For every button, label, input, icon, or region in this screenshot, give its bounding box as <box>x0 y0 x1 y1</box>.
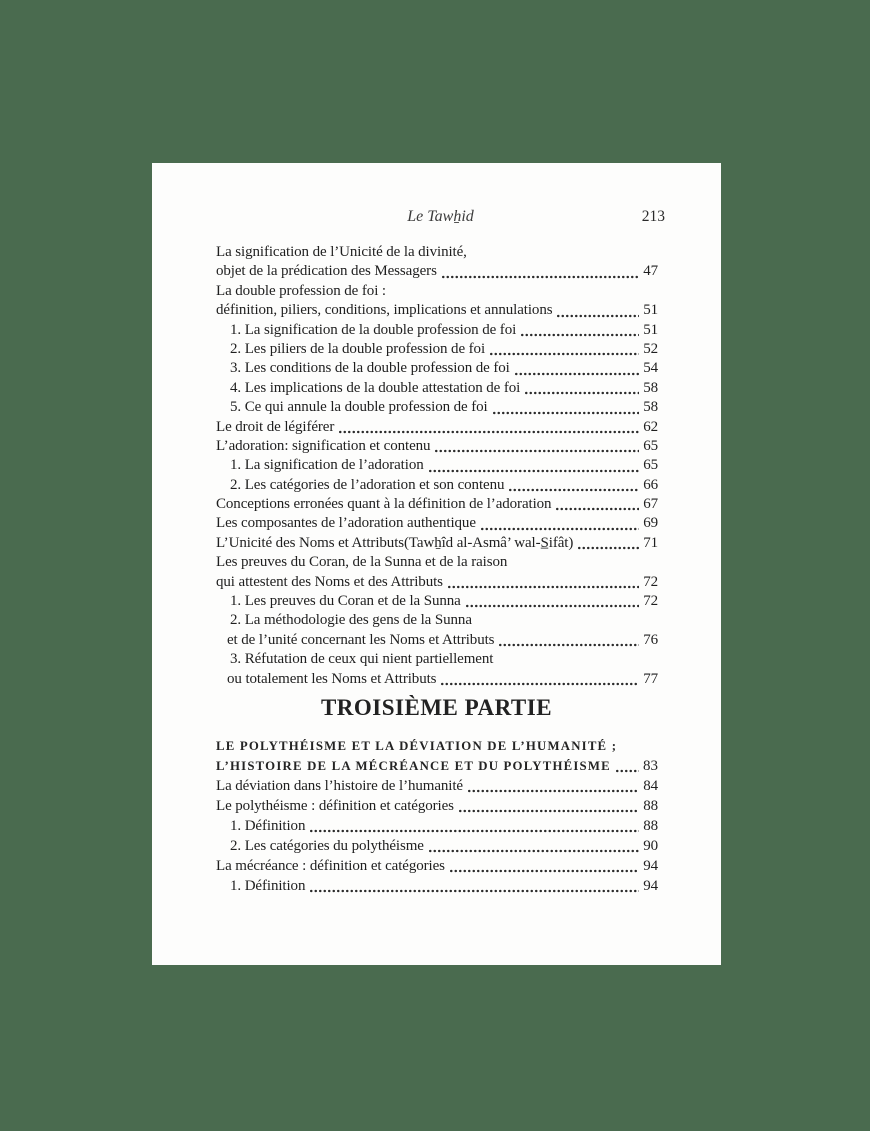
dot-leader <box>309 889 639 893</box>
toc-page-number: 58 <box>643 379 658 396</box>
toc-page-number: 52 <box>643 340 658 357</box>
toc-entry <box>216 418 658 437</box>
toc-entry <box>216 340 658 359</box>
toc-page-number: 84 <box>643 778 658 794</box>
toc-page-number: 88 <box>643 798 658 814</box>
toc-page-number: 83 <box>643 758 658 774</box>
toc-page-number: 65 <box>643 437 658 454</box>
toc-page-number: 76 <box>643 631 658 648</box>
dot-leader <box>514 372 639 376</box>
toc-entry-text: 2. Les catégories de l’adoration et son contenu <box>230 476 505 493</box>
toc-entry-text: 3. Réfutation de ceux qui nient partiellement <box>230 651 494 668</box>
toc-entry-text: La mécréance : définition et catégories <box>216 858 445 874</box>
toc-entry <box>216 573 658 592</box>
toc-entry-text: 2. Les catégories du polythéisme <box>230 838 424 854</box>
toc-section-2 <box>216 736 658 896</box>
toc-page-number: 65 <box>643 457 658 474</box>
toc-page-number: 88 <box>643 818 658 834</box>
toc-entry <box>216 359 658 378</box>
dot-leader <box>508 488 639 492</box>
dot-leader <box>338 430 639 434</box>
dot-leader <box>434 449 639 453</box>
toc-page-number: 62 <box>643 418 658 435</box>
toc-entry <box>216 836 658 856</box>
toc-page-number: 94 <box>643 858 658 874</box>
toc-page-number: 58 <box>643 399 658 416</box>
toc-entry-text: Le polythéisme : définition et catégories <box>216 798 454 814</box>
toc-page-number: 72 <box>643 573 658 590</box>
toc-page-number: 77 <box>643 670 658 687</box>
toc-entry <box>216 476 658 495</box>
toc-entry-text: Conceptions erronées quant à la définition de l’adoration <box>216 496 552 513</box>
toc-entry-text: 4. Les implications de la double attestation de foi <box>230 379 521 396</box>
toc-entry <box>216 776 658 796</box>
dot-leader <box>447 585 639 589</box>
toc-entry-text: 5. Ce qui annule la double profession de foi <box>230 399 488 416</box>
dot-leader <box>524 391 639 395</box>
toc-page-number: 94 <box>643 878 658 894</box>
toc-entry-text: 2. Les piliers de la double profession de foi <box>230 340 486 357</box>
toc-entry-text: L’Unicité des Noms et Attributs(Tawẖîd al-Asmâ’ wal-S̲ifât) <box>216 534 574 551</box>
toc-entry-text: définition, piliers, conditions, implications et annulations <box>216 302 553 319</box>
toc-entry <box>216 631 658 650</box>
toc-entry <box>216 553 658 572</box>
dot-leader <box>458 809 639 813</box>
toc-page-number: 90 <box>643 838 658 854</box>
dot-leader <box>465 604 639 608</box>
toc-page-number: 66 <box>643 476 658 493</box>
running-head-title: Le Tawẖid <box>407 208 474 225</box>
toc-entry <box>216 876 658 896</box>
toc-entry-text: qui attestent des Noms et des Attributs <box>216 573 443 590</box>
toc-entry-text: Les composantes de l’adoration authentique <box>216 515 476 532</box>
toc-entry <box>216 321 658 340</box>
dot-leader <box>440 682 639 686</box>
toc-entry-text: La signification de l’Unicité de la divinité, <box>216 243 467 260</box>
toc-page-number: 71 <box>643 534 658 551</box>
toc-entry-text: LE POLYTHÉISME ET LA DÉVIATION DE L’HUMANITÉ ; <box>216 739 618 753</box>
toc-entry <box>216 736 658 756</box>
toc-entry-text: 1. Définition <box>230 818 306 834</box>
toc-entry-text: et de l’unité concernant les Noms et Attributs <box>227 631 495 648</box>
toc-entry-text: ou totalement les Noms et Attributs <box>227 670 437 687</box>
toc-page-number: 47 <box>643 263 658 280</box>
dot-leader <box>577 546 639 550</box>
toc-entry <box>216 282 658 301</box>
toc-entry-text: 1. La signification de l’adoration <box>230 457 424 474</box>
dot-leader <box>520 333 639 337</box>
toc-entry <box>216 243 658 262</box>
toc-page-number: 51 <box>643 321 658 338</box>
toc-entry <box>216 301 658 320</box>
dot-leader <box>480 527 639 531</box>
toc-entry-text: 1. Les preuves du Coran et de la Sunna <box>230 593 461 610</box>
toc-entry-text: 1. La signification de la double profession de foi <box>230 321 517 338</box>
toc-entry <box>216 592 658 611</box>
toc-entry-text: L’HISTOIRE DE LA MÉCRÉANCE ET DU POLYTHÉISME <box>216 759 611 773</box>
page-number-folio: 213 <box>641 208 665 225</box>
toc-entry <box>216 262 658 281</box>
toc-entry-text: La double profession de foi : <box>216 282 386 299</box>
toc-entry-text: L’adoration: signification et contenu <box>216 437 431 454</box>
toc-entry-text: La déviation dans l’histoire de l’humanité <box>216 778 463 794</box>
toc-entry-text: Le droit de légiférer <box>216 418 335 435</box>
dot-leader <box>441 275 639 279</box>
dot-leader <box>428 849 639 853</box>
toc-entry <box>216 534 658 553</box>
dot-leader <box>555 507 639 511</box>
dot-leader <box>428 469 640 473</box>
toc-entry-text: objet de la prédication des Messagers <box>216 263 437 280</box>
toc-entry <box>216 514 658 533</box>
toc-entry-text: 3. Les conditions de la double profession de foi <box>230 360 510 377</box>
toc-section-1 <box>216 243 658 689</box>
toc-entry <box>216 796 658 816</box>
dot-leader <box>449 869 639 873</box>
toc-page-number: 54 <box>643 360 658 377</box>
toc-page-number: 51 <box>643 302 658 319</box>
toc-entry <box>216 650 658 669</box>
toc-entry-text: 2. La méthodologie des gens de la Sunna <box>230 612 472 629</box>
part-heading: TROISIÈME PARTIE <box>320 695 553 720</box>
book-page <box>152 163 721 965</box>
toc-entry <box>216 816 658 836</box>
toc-page-number: 72 <box>643 593 658 610</box>
dot-leader <box>498 643 639 647</box>
toc-entry <box>216 437 658 456</box>
dot-leader <box>467 789 639 793</box>
dot-leader <box>615 769 639 773</box>
toc-entry <box>216 379 658 398</box>
toc-entry <box>216 756 658 776</box>
toc-entry <box>216 856 658 876</box>
toc-entry <box>216 398 658 417</box>
toc-entry <box>216 495 658 514</box>
dot-leader <box>492 411 640 415</box>
toc-entry-text: Les preuves du Coran, de la Sunna et de la raison <box>216 554 508 571</box>
toc-page-number: 67 <box>643 496 658 513</box>
toc-entry <box>216 611 658 630</box>
dot-leader <box>309 829 639 833</box>
toc-entry <box>216 456 658 475</box>
dot-leader <box>489 352 639 356</box>
toc-entry-text: 1. Définition <box>230 878 306 894</box>
toc-page-number: 69 <box>643 515 658 532</box>
toc-entry <box>216 670 658 689</box>
running-head <box>216 208 665 228</box>
dot-leader <box>556 314 639 318</box>
